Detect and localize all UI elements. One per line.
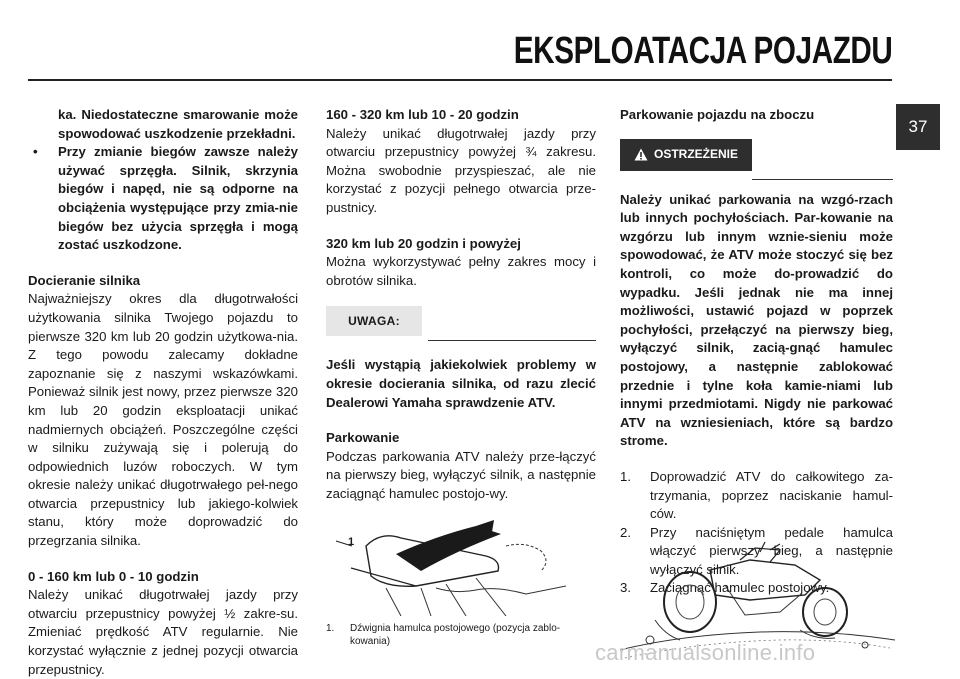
figure-callout-label: 1 bbox=[348, 535, 355, 548]
parking-brake-illustration bbox=[326, 516, 596, 616]
step-text: Zaciągnąć hamulec postojowy. bbox=[650, 580, 830, 596]
continued-bullet-text: ka. Niedostateczne smarowanie może spowodować uszkodzenie przekładni. bbox=[58, 107, 298, 141]
step-number: 3. bbox=[620, 580, 631, 596]
notice-rule bbox=[428, 340, 596, 341]
step-number: 1. bbox=[620, 468, 631, 484]
section-heading-160-320: 160 - 320 km lub 10 - 20 godzin bbox=[326, 107, 519, 122]
section-heading-0-160: 0 - 160 km lub 0 - 10 godzin bbox=[28, 568, 199, 584]
warning-box bbox=[620, 137, 893, 181]
section-heading-break-in: Docieranie silnika bbox=[28, 272, 141, 288]
step-number: 2. bbox=[620, 524, 631, 540]
page-title: EKSPLOATACJA POJAZDU bbox=[513, 30, 892, 72]
section-heading-parking: Parkowanie bbox=[326, 430, 400, 446]
step-text: Przy naciśniętym pedale hamulca włączyć pierwszy bieg, a następnie wyłączyć silnik. bbox=[650, 524, 893, 577]
warning-text: Należy unikać parkowania na wzgó-rzach lub innych pochyłościach. Par-kowanie na wzgórzu lub innym wznie-sieniu może spowodować, że ATV może stoczyć się bez kontroli, co może do-prowadzić do wypadku. Jeśli jednak nie ma innej możliwości, ustawić pojazd w poprzek pochyłości, przełączyć na pierwszy bieg, wyłączyć silnik, zacią-gnąć hamulec postojowy, a następnie zablokować przednie i tylne koła kamie-niami lub innymi przedmiotami. Nigdy nie parkować ATV na wzniesieniach, które są bardzo strome. bbox=[620, 191, 893, 449]
bullet-item bbox=[28, 143, 298, 255]
warning-rule bbox=[752, 179, 893, 180]
figure-caption bbox=[326, 622, 596, 649]
notice-box bbox=[326, 302, 596, 346]
header-rule bbox=[28, 79, 892, 81]
notice-label: UWAGA: bbox=[326, 306, 422, 336]
brake-lever-drawing bbox=[326, 516, 596, 616]
page-number-tab: 37 bbox=[896, 104, 940, 150]
notice-text: Jeśli wystąpią jakiekolwiek problemy w okresie docierania silnika, od razu zlecić Dealerowi Yamaha sprawdzenie ATV. bbox=[326, 357, 596, 410]
step-text: Doprowadzić ATV do całkowitego za-trzymania, poprzez naciskanie hamul-ców. bbox=[650, 468, 893, 522]
column-right bbox=[620, 106, 893, 598]
section-text-320-plus: Można wykorzystywać pełny zakres mocy i obrotów silnika. bbox=[326, 254, 596, 288]
bullet-text: Przy zmianie biegów zawsze należy używać sprzęgła. Silnik, skrzynia biegów i napęd, nie są odporne na obciążenia występujące przy zmia-nie biegów bez użycia sprzęgła i mogą zostać uszkodzone. bbox=[58, 144, 298, 253]
bullet-icon: • bbox=[33, 144, 38, 160]
column-middle bbox=[326, 106, 596, 649]
caption-number: 1. bbox=[326, 622, 335, 634]
section-text-0-160: Należy unikać długotrwałej jazdy przy otwarciu przepustnicy powyżej ½ zakre-su. Zmieniać prędkość ATV regularnie. Nie korzystać wyłącznie z jednej pozycji otwarcia przepustnicy. bbox=[28, 587, 298, 677]
warning-triangle-icon bbox=[634, 148, 648, 161]
column-left bbox=[28, 106, 298, 679]
list-item bbox=[620, 468, 893, 524]
section-text-160-320: Należy unikać długotrwałej jazdy przy otwarciu przepustnicy powyżej ¾ zakresu. Można swobodnie przyspieszać, ale nie korzystać z pozycji pełnego otwarcia prze-pustnicy. bbox=[326, 125, 596, 215]
section-text-parking: Podczas parkowania ATV należy prze-łączyć na pierwszy bieg, wyłączyć silnik, a następnie zaciągnąć hamulec postojo-wy. bbox=[326, 448, 596, 501]
section-heading-slope-parking: Parkowanie pojazdu na zboczu bbox=[620, 107, 815, 122]
section-text-break-in: Najważniejszy okres dla długotrwałości użytkowania silnika Twojego pojazdu to pierwsze 320 km lub 20 godzin użytkowa-nia. Z tego powodu zalecamy dokładne zapoznanie się z naszymi wskazówkami. Ponieważ silnik jest nowy, przez pierwsze 320 km lub 20 godzin eksploatacji unikać nadmiernych obciążeń. Poszczególne części w silniku zużywają się i polerują do odpowiednich luzów roboczych. W tym okresie należy unikać długotrwałego peł-nego otwarcia przepustnicy lub jakiego-kolwiek stanu, który może doprowadzić do przegrzania silnika. bbox=[28, 291, 298, 549]
warning-label: OSTRZEŻENIE bbox=[653, 147, 738, 162]
section-heading-320-plus: 320 km lub 20 godzin i powyżej bbox=[326, 235, 521, 251]
caption-text: Dźwignia hamulca postojowego (pozycja zablo-kowania) bbox=[350, 622, 561, 647]
watermark: carmanualsonline.info bbox=[595, 640, 816, 665]
warning-label-box bbox=[620, 139, 752, 171]
page-header bbox=[0, 0, 960, 92]
